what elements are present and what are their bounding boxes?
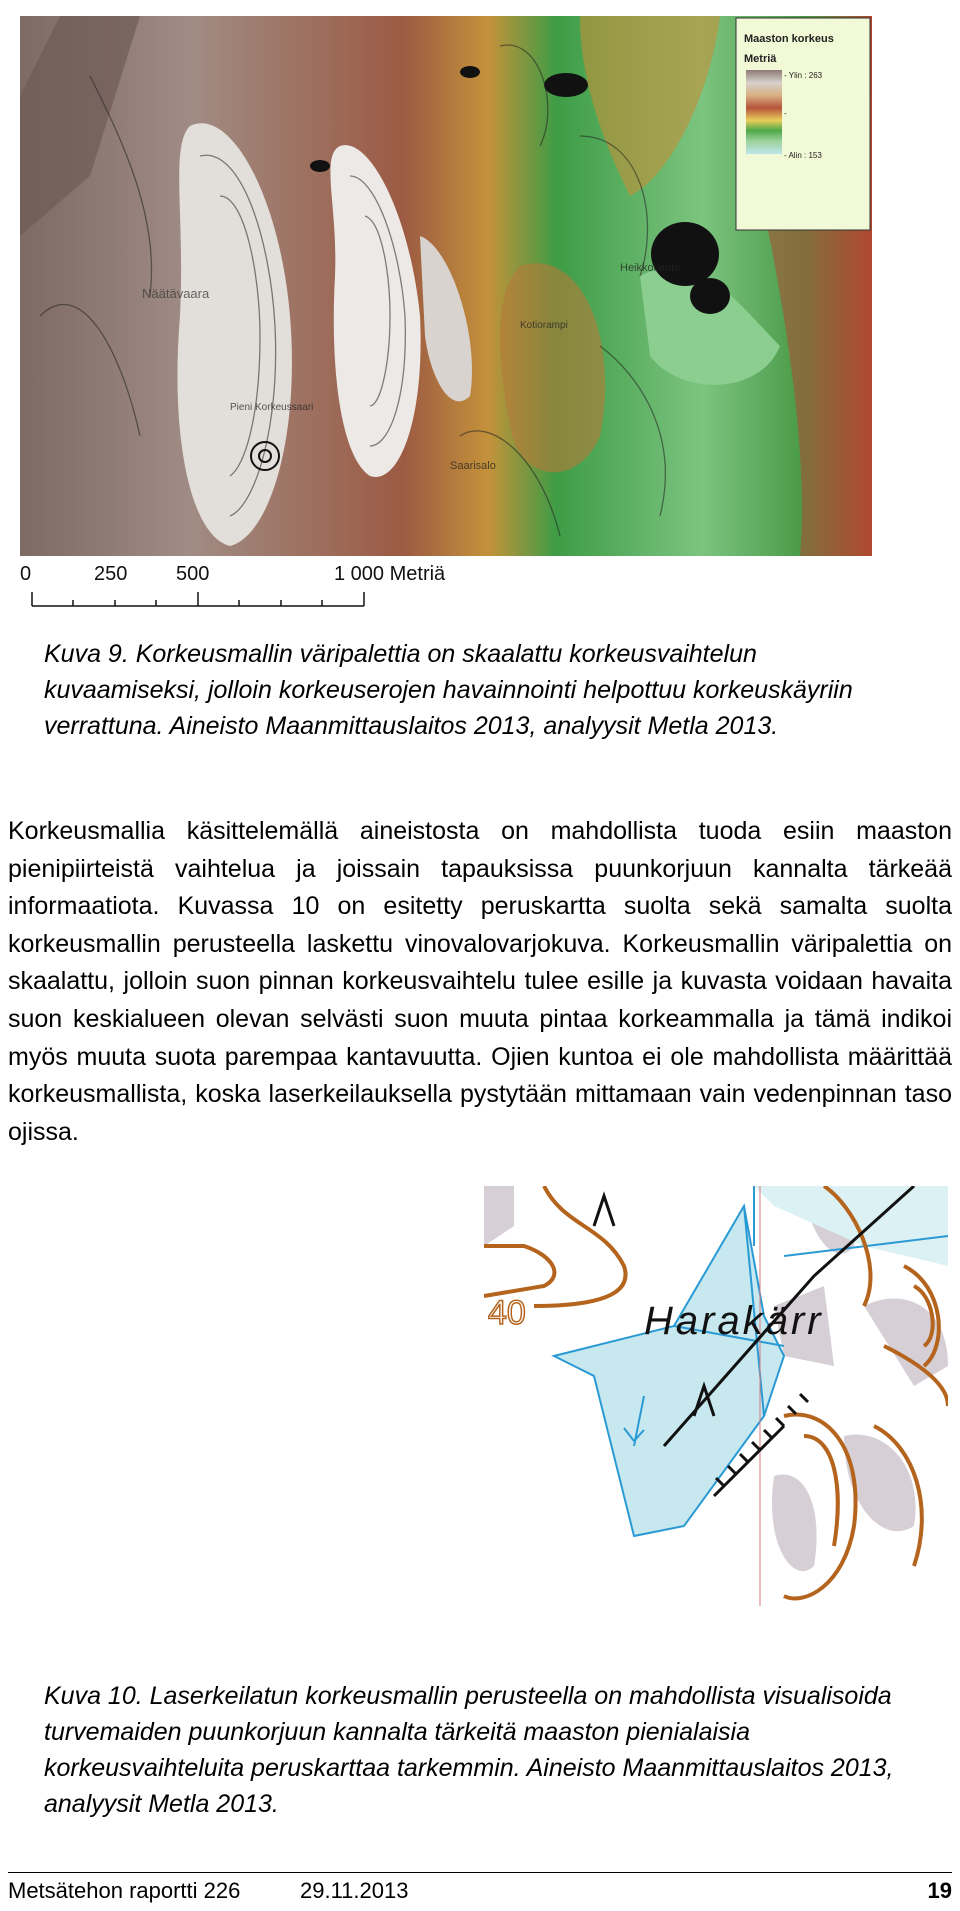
place-name-naatavaara: Näätävaara bbox=[142, 286, 210, 301]
place-name-saarisalo: Saarisalo bbox=[450, 460, 496, 472]
elevation-map-figure bbox=[20, 16, 872, 556]
scale-label-1000: 1 000 Metriä bbox=[334, 563, 446, 585]
place-name-heikkolampi: Heikkolampi bbox=[620, 262, 680, 274]
figure-9-caption: Kuva 9. Korkeusmallin väripalettia on skaalattu korkeusvaihtelun kuvaamiseksi, jolloin korkeuserojen havainnointi helpottuu korkeuskäyriin verrattuna. Aineisto Maanmittauslaitos 2013, analyysit Metla 2013. bbox=[44, 640, 853, 740]
map-label-harakarr: Harakärr bbox=[644, 1299, 824, 1343]
place-name-pieni-korkeussaari: Pieni Korkeussaari bbox=[230, 402, 314, 413]
scale-label-500: 500 bbox=[176, 563, 210, 585]
contour-number-label: 40 bbox=[488, 1294, 526, 1332]
footer-date: 29.11.2013 bbox=[300, 1878, 409, 1903]
footer-rule bbox=[8, 1872, 952, 1873]
scale-label-250: 250 bbox=[94, 563, 128, 585]
legend-color-ramp bbox=[746, 70, 782, 154]
base-map-figure bbox=[484, 1186, 948, 1606]
map-legend bbox=[736, 18, 870, 230]
scale-label-0: 0 bbox=[20, 563, 32, 585]
figure-10-caption: Kuva 10. Laserkeilatun korkeusmallin perusteella on mahdollista visualisoida turvemaiden puunkorjuun kannalta tärkeitä maaston pienialaisia korkeusvaihteluita peruskarttaa tarkemmin. Aineisto Maanmittauslaitos 2013, analyysit Metla 2013. bbox=[44, 1682, 894, 1818]
legend-mid-label: - bbox=[784, 109, 787, 118]
place-name-kotiorampi: Kotiorampi bbox=[520, 320, 568, 331]
footer-report: Metsätehon raportti 226 bbox=[8, 1878, 241, 1903]
legend-max-label: - Ylin : 263 bbox=[784, 71, 823, 80]
legend-min-label: - Alin : 153 bbox=[784, 151, 822, 160]
footer-page-number: 19 bbox=[927, 1878, 952, 1903]
legend-title: Maaston korkeus bbox=[744, 33, 834, 45]
body-paragraph: Korkeusmallia käsittelemällä aineistosta on mahdollista tuoda esiin maaston pienipiirteistä vaihtelua ja joissain tapauksissa puunkorjuun kannalta tärkeää informaatiota. Kuvassa 10 on esitetty peruskartta suolta sekä samalta suolta korkeusmallin perusteella laskettu vinovalovarjokuva. Korkeusmallin väripalettia on skaalattu, jolloin suon pinnan korkeusvaihtelu tulee esille ja kuvasta voidaan havaita suon keskialueen olevan selvästi suon muuta pintaa korkeammalla ja tämä indikoi myös muuta suota parempaa kantavuutta. Ojien kuntoa ei ole mahdollista määrittää korkeusmallista, koska laserkeilauksella pystytään mittamaan vain vedenpinnan taso ojissa. bbox=[8, 817, 952, 1146]
legend-unit: Metriä bbox=[744, 53, 777, 65]
map-scale-bar bbox=[20, 556, 480, 612]
